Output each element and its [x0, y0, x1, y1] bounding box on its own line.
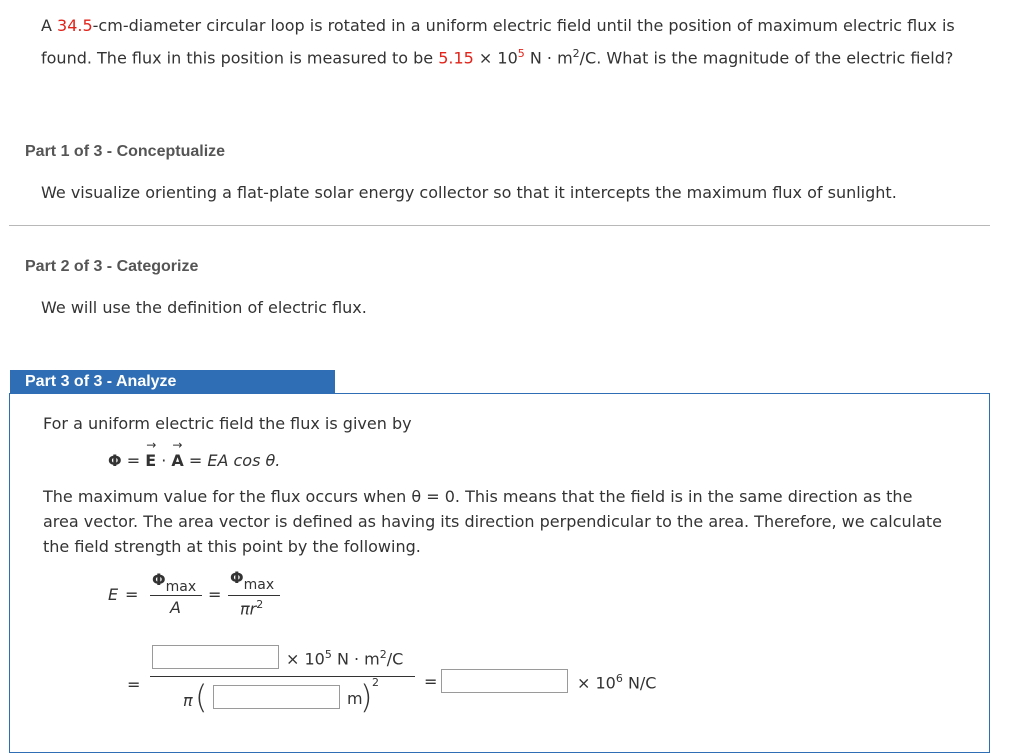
- analyze-paragraph: The maximum value for the flux occurs when θ = 0. This means that the field is in the same direction as the area vector. The area vector is defined as having its direction perpendicular to the area. Therefore, we calculate the field strength at this point by the following.: [43, 487, 943, 556]
- right-paren: ): [360, 678, 373, 716]
- phi-max-numerator-1: Φmax: [152, 570, 197, 595]
- radius-squared: 2: [372, 676, 379, 689]
- flux-unit: × $10^5$ $N \cdot m^2/C$: [286, 648, 404, 669]
- E-label: E: [108, 585, 119, 604]
- squared: 2: [572, 47, 580, 60]
- flux-value: 5.15: [438, 48, 474, 68]
- divider: [9, 225, 990, 226]
- eq-equals: =: [121, 451, 146, 470]
- flux-equation: [108, 438, 281, 470]
- vector-arrow-icon: →: [172, 438, 183, 452]
- part1-title: Part 1 of 3 - Conceptualize: [25, 143, 226, 160]
- analyze-intro: For a uniform electric field the flux is given by: [43, 414, 412, 433]
- vector-E: → E: [145, 438, 157, 470]
- times-ten: × 10: [473, 48, 518, 68]
- part2-title: Part 2 of 3 - Categorize: [25, 258, 199, 275]
- pi-r-squared: $\pi r^2$: [240, 598, 264, 619]
- problem-text-3: /C. What is the magnitude of the electric field?: [579, 48, 954, 68]
- result-input[interactable]: [441, 669, 568, 693]
- problem-text-2: N · m: [524, 48, 573, 68]
- radius-input[interactable]: [213, 685, 340, 709]
- vector-arrow-icon: →: [146, 438, 157, 452]
- diameter-value: 34.5: [57, 16, 93, 35]
- vector-A: → A: [171, 438, 184, 470]
- problem-text-1: -cm-diameter circular loop is rotated in a uniform electric field until the position of maximum electric flux is found. The flux in this position is measured to be: [41, 16, 955, 68]
- area-denominator: A: [170, 598, 181, 617]
- pi-symbol: π: [183, 691, 193, 710]
- part3-tab[interactable]: Part 3 of 3 - Analyze: [10, 370, 335, 394]
- problem-intro: A: [41, 16, 58, 35]
- fraction-line-1: [150, 595, 202, 596]
- phi-max-numerator-2: Φmax: [230, 568, 275, 593]
- flux-input[interactable]: [152, 645, 279, 669]
- phi-symbol: Φ: [108, 451, 122, 470]
- equals-1: =: [125, 585, 139, 604]
- part2-text: We will use the definition of electric flux.: [41, 298, 367, 317]
- flux-exponent: 5: [517, 47, 525, 60]
- left-paren: (: [195, 678, 208, 716]
- part1-text: We visualize orienting a flat-plate solar energy collector so that it intercepts the maximum flux of sunlight.: [41, 183, 897, 202]
- meter-unit: m: [347, 689, 363, 708]
- equals-2: =: [208, 585, 222, 604]
- equals-3: =: [127, 675, 141, 694]
- eq-rest: = EA cos θ.: [183, 451, 281, 470]
- equals-4: =: [424, 672, 438, 691]
- eq-dot: ·: [156, 451, 172, 470]
- problem-statement: [41, 12, 981, 72]
- result-unit: × $10^6$ N/C: [577, 672, 657, 693]
- fraction-line-2: [228, 595, 280, 596]
